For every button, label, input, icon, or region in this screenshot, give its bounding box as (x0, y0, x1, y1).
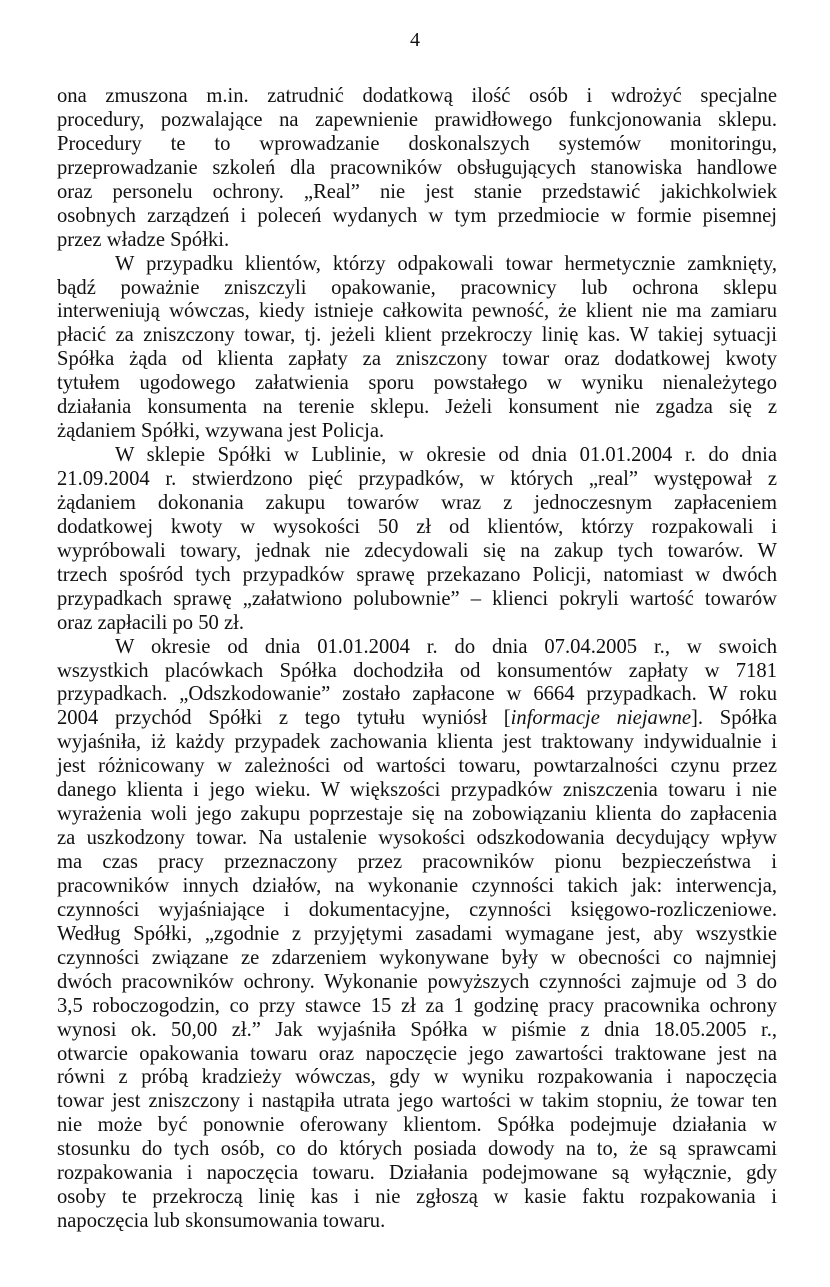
text-segment: 2004 przychód Spółki z tego tytułu wyniósł [ (57, 707, 511, 730)
text-line: stosunku do tych osób, co do których posiada dowody na to, że są sprawcami (57, 1138, 777, 1161)
text-line: jest różnicowany w zależności od wartości towaru, powtarzalności czynu przez (57, 755, 777, 778)
text-line: dodatkowej kwoty w wysokości 50 zł od klientów, którzy rozpakowali i (57, 515, 777, 538)
text-line: towar jest zniszczony i nastąpiła utrata jego wartości w takim stopniu, że towar ten (57, 1090, 777, 1113)
paragraph (57, 636, 777, 1234)
text-line: W sklepie Spółki w Lublinie, w okresie od dnia 01.01.2004 r. do dnia (115, 444, 777, 467)
text-line: osobnych zarządzeń i poleceń wydanych w tym przedmiocie w formie pisemnej (57, 204, 777, 227)
text-line: płacić za zniszczony towar, tj. jeżeli klient przekroczy linię kas. W takiej sytuacji (57, 324, 777, 347)
text-line: trzech spośród tych przypadków sprawę przekazano Policji, natomiast w dwóch (57, 563, 777, 586)
text-line: przez władze Spółki. (57, 228, 230, 251)
text-line: działania konsumenta na terenie sklepu. Jeżeli konsument nie zgadza się z (57, 396, 777, 419)
page-number: 4 (410, 29, 420, 51)
text-line: przypadkach. „Odszkodowanie” zostało zapłacone w 6664 przypadkach. W roku (57, 683, 777, 706)
text-line: wyjaśniła, iż każdy przypadek zachowania klienta jest traktowany indywidualnie i (57, 731, 777, 754)
text-line: przeprowadzanie szkoleń dla pracowników obsługujących stanowiska handlowe (57, 156, 777, 179)
text-line: Spółka żąda od klienta zapłaty za zniszczony towar oraz dodatkowej kwoty (57, 348, 777, 371)
text-line: oraz zapłacili po 50 zł. (57, 611, 244, 634)
text-line: czynności wyjaśniające i dokumentacyjne, czynności księgowo-rozliczeniowe. (57, 898, 777, 921)
text-line: otwarcie opakowania towaru oraz napoczęcie jego zawartości traktowane jest na (57, 1042, 777, 1065)
text-line: rozpakowania i napoczęcia towaru. Działania podejmowane są wyłącznie, gdy (57, 1162, 777, 1185)
text-line: oraz personelu ochrony. „Real” nie jest stanie przedstawić jakichkolwiek (57, 180, 777, 203)
text-line: Według Spółki, „zgodnie z przyjętymi zasadami wymagane jest, aby wszystkie (57, 922, 777, 945)
text-line: procedury, pozwalające na zapewnienie prawidłowego funkcjonowania sklepu. (57, 108, 777, 131)
text-line: Procedury te to wprowadzanie doskonalszych systemów monitoringu, (57, 132, 777, 155)
text-line: wynosi ok. 50,00 zł.” Jak wyjaśniła Spółka w piśmie z dnia 18.05.2005 r., (57, 1018, 777, 1041)
text-line: bądź poważnie zniszczyli opakowanie, pracownicy lub ochrona sklepu (57, 276, 777, 299)
text-line: wypróbowali towary, jednak nie zdecydowali się na zakup tych towarów. W (57, 539, 777, 562)
text-line: tytułem ugodowego załatwienia sporu powstałego w wyniku nienależytego (57, 372, 777, 395)
text-line: ma czas pracy przeznaczony przez pracowników pionu bezpieczeństwa i (57, 851, 777, 873)
text-line: 21.09.2004 r. stwierdzono pięć przypadków, w których „real” występował z (57, 468, 777, 490)
text-line: równi z próbą kradzieży wówczas, gdy w wyniku rozpakowania i napoczęcia (57, 1066, 777, 1089)
text-segment: ]. Spółka (691, 707, 777, 730)
text-line: czynności związane ze zdarzeniem wykonywane były w obecności co najmniej (57, 946, 777, 969)
paragraph (57, 444, 777, 636)
redacted-info-note: informacje niejawne (510, 707, 692, 730)
text-line: pracowników innych działów, na wykonanie czynności takich jak: interwencja, (57, 874, 777, 897)
document-body (57, 85, 777, 1234)
text-line: napoczęcia lub skonsumowania towaru. (57, 1210, 386, 1233)
text-line: wszystkich placówkach Spółka dochodziła od konsumentów zapłaty w 7181 (57, 659, 777, 682)
text-line: wyrażenia woli jego zakupu poprzestaje się na zobowiązaniu klienta do zapłacenia (57, 803, 777, 826)
text-line: żądaniem dokonania zakupu towarów wraz z jednoczesnym zapłaceniem (57, 491, 777, 514)
text-line: osoby te przekroczą linię kas i nie zgłoszą w kasie faktu rozpakowania i (57, 1186, 777, 1209)
text-line: W przypadku klientów, którzy odpakowali towar hermetycznie zamknięty, (115, 252, 777, 275)
text-line: za uszkodzony towar. Na ustalenie wysokości odszkodowania decydujący wpływ (57, 827, 777, 850)
text-line (57, 707, 777, 731)
text-line: 3,5 roboczogodzin, co przy stawce 15 zł za 1 godzinę pracy pracownika ochrony (57, 994, 777, 1017)
text-line: przypadkach sprawę „załatwiono polubownie” – klienci pokryli wartość towarów (57, 587, 777, 610)
text-line: dwóch pracowników ochrony. Wykonanie powyższych czynności zajmuje od 3 do (57, 970, 777, 993)
text-line: W okresie od dnia 01.01.2004 r. do dnia 07.04.2005 r., w swoich (115, 635, 777, 658)
text-line: nie może być ponownie oferowany klientom. Spółka podejmuje działania w (57, 1114, 777, 1137)
text-line: ona zmuszona m.in. zatrudnić dodatkową ilość osób i wdrożyć specjalne (57, 85, 777, 107)
text-line: interweniują wówczas, kiedy istnieje całkowita pewność, że klient nie ma zamiaru (57, 300, 777, 323)
text-line: danego klienta i jego wieku. W większości przypadków zniszczenia towaru i nie (57, 779, 777, 802)
text-line: żądaniem Spółki, wzywana jest Policja. (57, 420, 385, 443)
paragraph (57, 253, 777, 445)
paragraph (57, 85, 777, 253)
